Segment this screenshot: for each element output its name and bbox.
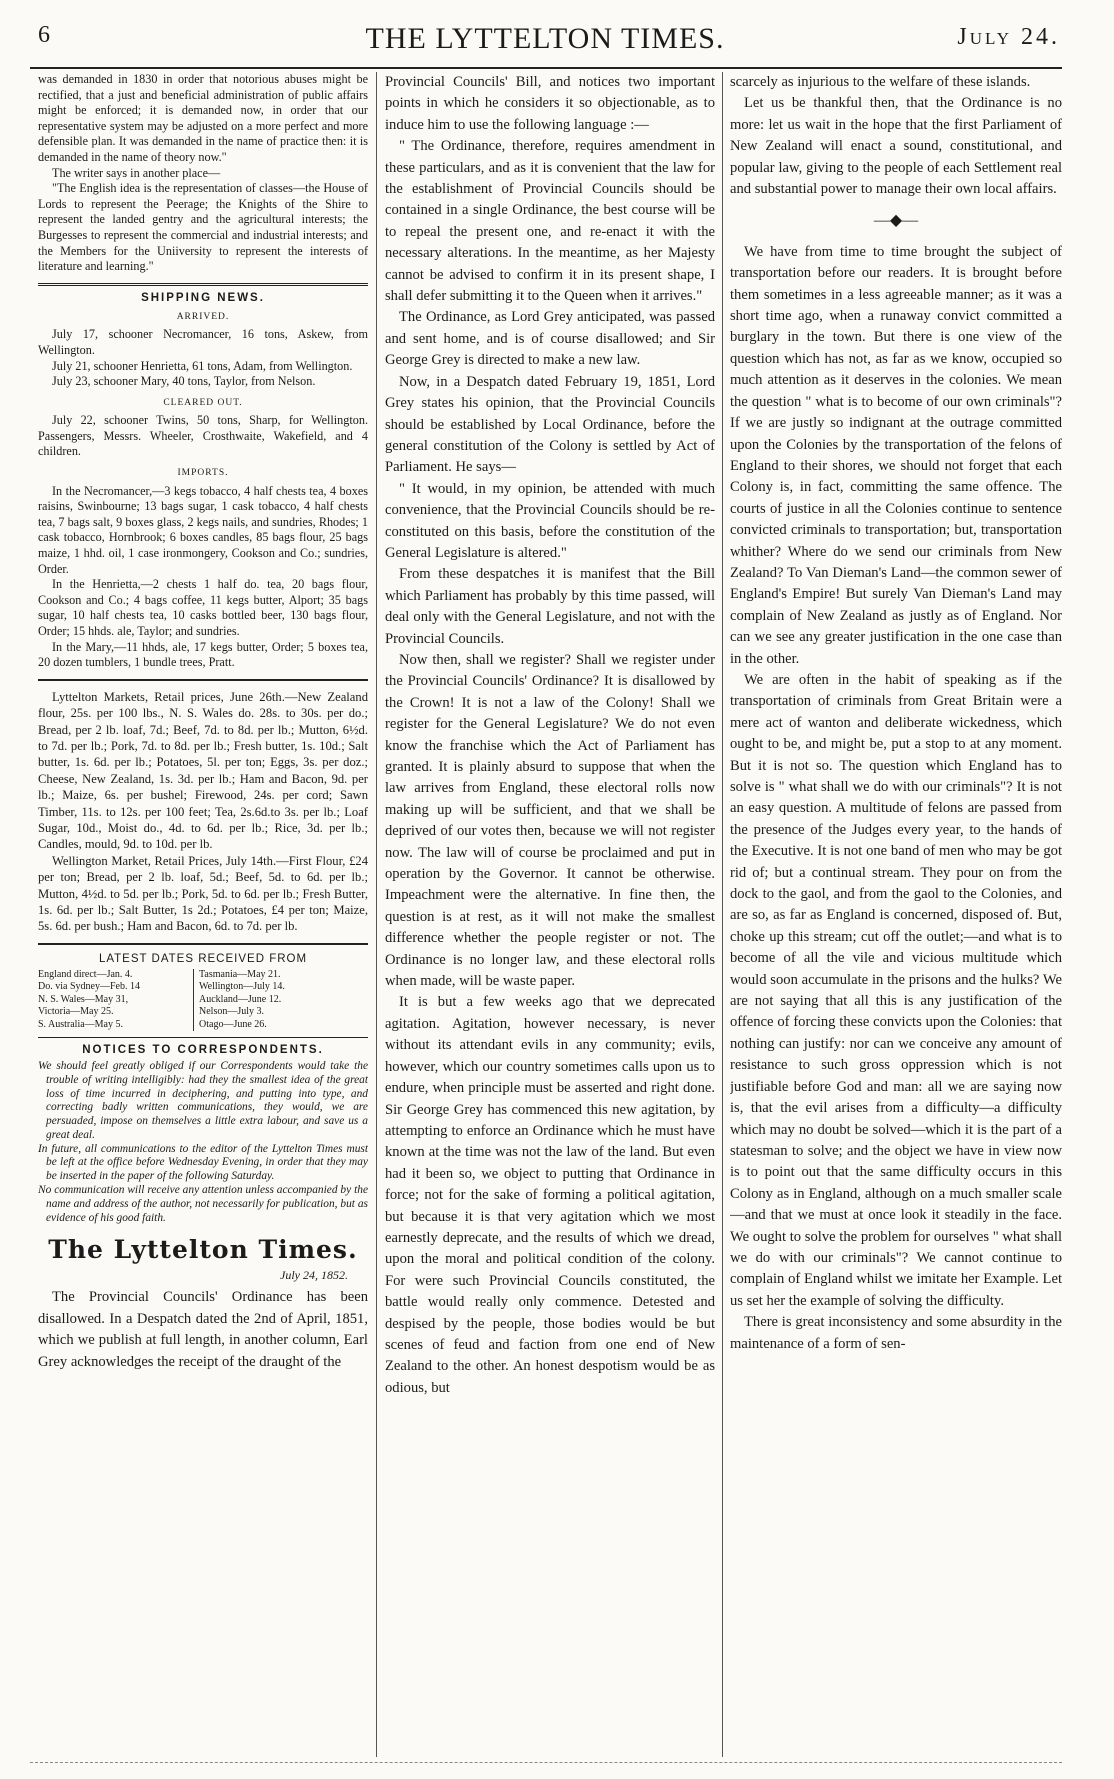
masthead: The Lyttelton Times. xyxy=(48,1235,358,1265)
latest-dates-heading: LATEST DATES RECEIVED FROM xyxy=(98,952,308,965)
column-divider xyxy=(722,72,723,1757)
notice-entry: No communication will receive any attention unless accompanied by the name and address of the author, not necessarily for publication, but as evidence of his good faith. xyxy=(38,1184,368,1224)
article-paragraph: We have from time to time brought the subject of transportation before our readers. It is brought before them sometimes in a less agreeable manner; as it was a short time ago, when a runaway convict committed a burglary in the town. But there is one view of the question which has not, as far as we know, occupied so much attention as it deserves in the colonies. We mean the question " what is to become of our own criminals"? If we are justly so indignant at the outrage committed upon the Colonies by the transportation of the felons of England to their shores, we should not forget that each Colony is, in fact, committing the same offence. The courts of justice in all the Colonies continue to sentence convicted criminals to transportation; but, transportation whither? Where do we send our criminals from New Zealand? To Van Dieman's Land—the common sewer of England's Empire! But surely Van Dieman's Land may complain of New Zealand as justly as of England. Nor can we see any greater justification in the one case than in the other. xyxy=(730,243,1062,667)
date-entry: Wellington—July 14. xyxy=(199,981,285,993)
article-paragraph: scarcely as injurious to the welfare of these islands. xyxy=(730,74,1031,90)
notice-entry: In future, all communications to the editor of the Lyttelton Times must be left at the office before Wednesday Evening, in order that they may be inserted in the paper of the following Saturday. xyxy=(38,1142,368,1183)
lead-paragraph: The Provincial Councils' Ordinance has been disallowed. In a Despatch dated the 2nd of April, 1851, which we publish at full length, in another column, Earl Grey acknowledges the receipt of the draught of the xyxy=(38,1289,368,1370)
section-rule xyxy=(38,283,368,286)
section-rule xyxy=(38,943,368,945)
ornament-divider: —◆— xyxy=(873,212,919,230)
notice-entry: We should feel greatly obliged if our Correspondents would take the trouble of writing intelligibly: had they the smallest idea of the great loss of time incurred in deciphering, and putting into type, and correcting badly written communications, they would, we are persuaded, impose on themselves a little extra labour, and save us a great deal. xyxy=(38,1059,368,1141)
masthead-date: July 24, 1852. xyxy=(280,1268,348,1283)
date-entry: N. S. Wales—May 31, xyxy=(38,993,129,1005)
article-paragraph: Let us be thankful then, that the Ordinance is no more: let us wait in the hope that the first Parliament of New Zealand will enact a sound, constitutional, and popular law, giving to the people of each Settlement real and substantial power to manage their own local affairs. xyxy=(730,95,1062,198)
article-paragraph: From these despatches it is manifest that the Bill which Parliament has probably by this time passed, will deal only with the General Legislature, and not with the Provincial Councils. xyxy=(385,566,715,647)
section-rule xyxy=(38,1037,368,1038)
column-3 xyxy=(730,72,1062,1355)
imports-heading: IMPORTS. xyxy=(177,468,229,479)
date-entry: Nelson—July 3. xyxy=(199,1006,264,1018)
quote-paragraph: "The English idea is the representation of classes—the House of Lords to represent the Peerage; the Knights of the Shire to represent the landed gentry and the agricultural interests; the Burgesses to represent the commercial and industrial interests; and the Members for the Uniiversity to represent the interests of literature and learning." xyxy=(38,181,368,274)
newspaper-title: THE LYTTELTON TIMES. xyxy=(365,22,725,55)
date-entry: England direct—Jan. 4. xyxy=(38,968,133,980)
date-entry: S. Australia—May 5. xyxy=(38,1018,123,1030)
import-entry: In the Henrietta,—2 chests 1 half do. tea, 20 bags flour, Cookson and Co.; 4 bags coffee, 11 kegs butter, Alport; 35 bags sugar, 10 half chests tea, 10 casks bottled beer, 130 bags flour, Order; 15 hhds. ale, Taylor; and sundries. xyxy=(38,577,368,638)
page-header xyxy=(30,22,1060,62)
date-entry: Otago—June 26. xyxy=(199,1018,267,1030)
arrived-heading: ARRIVED. xyxy=(176,311,230,322)
arrival-entry: July 23, schooner Mary, 40 tons, Taylor, from Nelson. xyxy=(52,374,316,389)
article-paragraph: We are often in the habit of speaking as if the transportation of criminals from Great Britain were a mere act of wanton and deliberate wickedness, which ought to be, and might be, put a stop to at any moment. But it is not so. The question which England has to solve is " what shall we do with our criminals"? It is not an easy question. A multitude of felons are passed from the presence of the Judges every year, to the hands of the Executive. It is not one band of men who may be got rid of; but a continual stream. They pour on from the dock to the gaol, and from the gaol to the Colonies, and are so, as far as England is concerned, disposed of. But, choke up this stream; cut off the outlet;—and what is to become of all the vile and vicious multitude which would soon accumulate in the prisons and the hulks? We are not saying that all this is any justification of the offence of forcing these convicts upon the Colonies: that nothing can justify: nor can we conceive any amount of resistance to such gross oppression which is not justifiable before God and man: all we are saying now is, that the evil arises from a difficulty—a difficulty which may no doubt be solved—which it is the part of a statesman to solve; and the object we have in view now is to point out that the same difficulty occurs in this Colony as in England, although on a much smaller scale—and that we must at once look it steadily in the face. We ought to solve the problem for ourselves " what shall we do with our criminals"? We cannot continue to complain of England whilst we imitate her Example. Let us set her the example of solving the difficulty. xyxy=(730,671,1062,1309)
article-paragraph: Provincial Councils' Bill, and notices two important points in which he considers it so objectionable, as to induce him to use the following language :— xyxy=(385,74,715,133)
column-divider xyxy=(376,72,377,1757)
date-entry: Auckland—June 12. xyxy=(199,993,282,1005)
notices-heading: NOTICES TO CORRESPONDENTS. xyxy=(82,1043,324,1056)
latest-dates-table xyxy=(38,969,368,1031)
arrival-entry: July 17, schooner Necromancer, 16 tons, Askew, from Wellington. xyxy=(38,327,368,357)
arrival-entry: July 21, schooner Henrietta, 61 tons, Adam, from Wellington. xyxy=(52,358,353,373)
column-1 xyxy=(38,72,368,1373)
header-rule xyxy=(30,67,1062,69)
intro-paragraph: was demanded in 1830 in order that notorious abuses might be rectified, that a just and beneficial administration of public affairs might be enforced; it is demanded now, in order that our representative system may be adjusted on a more perfect and more defensible plan. It was demanded in the name of practice then: it is demanded in the name of theory now." xyxy=(38,72,368,164)
lyttelton-markets: Lyttelton Markets, Retail prices, June 26th.—New Zealand flour, 25s. per 100 lbs., N. S. Wales do. 28s. to 30s. per do.; Bread, per 2 lb. loaf, 7d.; Beef, 7d. to 8d. per lb.; Mutton, 6½d. to 7d. per lb.; Pork, 7d. to 8d. per lb.; Fresh butter, 1s. 10d.; Salt butter, 1s. 6d. per lb.; Potatoes, 5l. per ton; Eggs, 3s. per doz.; Cheese, New Zealand, 1s. 3d. per lb.; Ham and Bacon, 9d. per lb.; Maize, 6s. per bushel; Firewood, 24s. per cord; Sawn Timber, 11s. to 12s. per 100 feet; Tea, 2s.6d.to 3s. per lb.; Loaf Sugar, 10d., Moist do., 4d. to 6d. per lb.; Rice, 3d. per lb.; Candles, mould, 9d. to 10d. per lb. xyxy=(38,689,368,852)
quoted-despatch: " It would, in my opinion, be attended with much convenience, that the Provincial Councils should be re-constituted on this basis, before the constitution of the General Legislature is altered." xyxy=(385,480,715,561)
column-2 xyxy=(385,72,715,1399)
import-entry: In the Mary,—11 hhds, ale, 17 kegs butter, Order; 5 boxes tea, 20 dozen tumblers, 1 bundle trees, Pratt. xyxy=(38,639,368,670)
article-paragraph: There is great inconsistency and some absurdity in the maintenance of a form of sen- xyxy=(730,1314,1062,1352)
article-paragraph: The Ordinance, as Lord Grey anticipated, was passed and sent home, and is of course disallowed; and Sir George Grey is directed to make a new law. xyxy=(385,309,715,369)
footer-rule xyxy=(30,1762,1062,1763)
issue-date: July 24. xyxy=(957,24,1060,50)
article-paragraph: Now then, shall we register? Shall we register under the Provincial Councils' Ordinance? It is disallowed by the Crown! It is not a law of the Colony! Shall we register for the General Legislature? We do not even know the franchise which the Act of Parliament has granted. It is plainly absurd to suppose that when the law arrives from England, these electoral rolls now making up will be sufficient, and that we shall be deprived of our votes then, because we will not register now. The law will of course be proclaimed and put in operation by the Governor. It cannot be otherwise. Impeachment were the alternative. In fine then, the question is at rest, as it will not make the smallest difference whether the people register or not. The Ordinance is no longer law, and these electoral rolls when made, will be waste paper. xyxy=(385,651,715,990)
date-entry: Victoria—May 25. xyxy=(38,1006,114,1018)
cleared-heading: CLEARED OUT. xyxy=(163,397,243,408)
article-paragraph: Now, in a Despatch dated February 19, 1851, Lord Grey states his opinion, that the Provincial Councils should be established by Local Ordinance, before the general constitution of the Colony is settled by Act of Parliament. He says— xyxy=(385,373,715,476)
page-number: 6 xyxy=(38,22,50,48)
cleared-entry: July 22, schooner Twins, 50 tons, Sharp, for Wellington. Passengers, Messrs. Wheeler, Crosthwaite, Wakefield, and 4 children. xyxy=(38,413,368,459)
article-paragraph: It is but a few weeks ago that we deprecated agitation. Agitation, however necessary, is never without its attendant evils in any community; evils, however, which our country sometimes calls upon us to endure, when principle must be asserted and right done. Sir George Grey has commenced this new agitation, by attempting to enforce an Ordinance which he must have known at the time was not the law of the land. But even had it been so, we object to putting that Ordinance in force; not for the sake of forming a political agitation, but because it is that very agitation which we most earnestly deprecate, and the results of which we dread, upon the moral and political condition of the colony. For were such Provincial Councils constituted, the battle would really only commence. Detested and despised by the people, those bodies would be but scenes of feud and faction from one end of New Zealand to the other. An honest despotism would be as odious, but xyxy=(385,994,715,1396)
wellington-market: Wellington Market, Retail Prices, July 14th.—First Flour, £24 per ton; Bread, per 2 lb. loaf, 5d.; Beef, 5d. to 6d. per lb.; Mutton, 4½d. to 5d. per lb.; Pork, 5d. to 6d. per lb.; Fresh Butter, 1s. 6d. per lb.; Salt Butter, 1s 2d.; Potatoes, £4 per ton; Maize, 5s. 6d. per bush.; Ham and Bacon, 6d. to 7d. per lb. xyxy=(38,853,368,934)
import-entry: In the Necromancer,—3 kegs tobacco, 4 half chests tea, 4 boxes raisins, Swinbourne; 13 bags sugar, 1 cask tobacco, 4 half chests tea, 7 bags salt, 9 boxes glass, 2 kegs nails, and sundries, Rhodes; 1 cask tobacco, Hornbrook; 6 boxes candles, 85 bags flour, 25 bags maize, 1 hhd. oil, 1 case ironmongery, Cookson and Co.; sundries, Order. xyxy=(38,483,368,576)
date-entry: Tasmania—May 21. xyxy=(199,968,281,980)
date-entry: Do. via Sydney—Feb. 14 xyxy=(38,981,140,993)
writer-paragraph: The writer says in another place— xyxy=(52,165,221,180)
quoted-despatch: " The Ordinance, therefore, requires amendment in these particulars, and as it is convenient that the law for the establishment of Provincial Councils should be contained in a single Ordinance, the best course will be to repeal the present one, and re-enact it with the necessary alterations. In the meantime, as her Majesty cannot be advised to confirm it in its present shape, I shall defer submitting it to the Queen when it arrives." xyxy=(385,138,715,305)
section-rule xyxy=(38,679,368,681)
shipping-news-heading: SHIPPING NEWS. xyxy=(141,291,265,304)
